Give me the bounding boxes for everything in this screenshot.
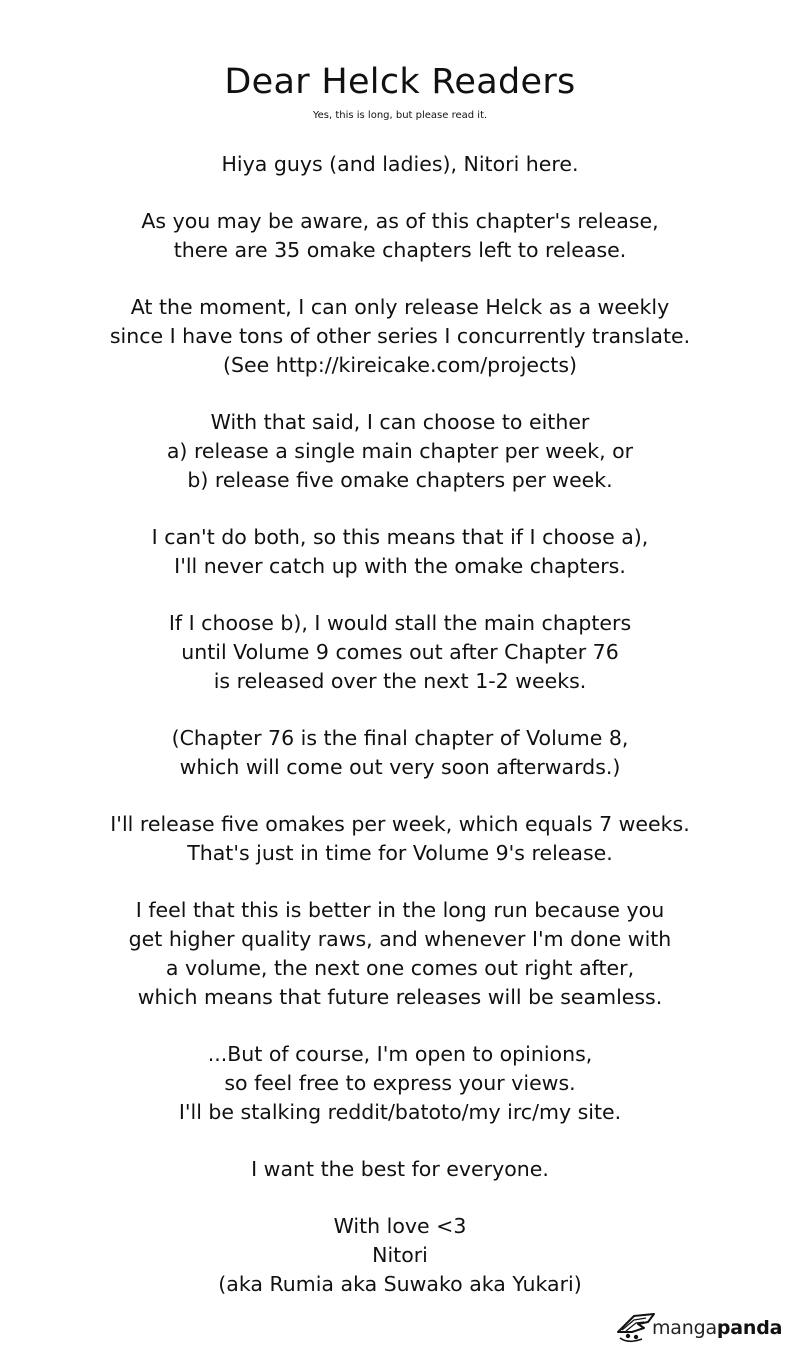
paragraph-best-wishes [0,1155,800,1184]
mangapanda-wordmark [652,1317,782,1339]
text-line: since I have tons of other series I concurrently translate. [109,324,691,348]
text-line: which means that future releases will be seamless. [137,985,663,1009]
text-line: so feel free to express your views. [224,1071,576,1095]
text-line: If I choose b), I would stall the main chapters [168,611,632,635]
text-line: get higher quality raws, and whenever I'm done with [128,927,672,951]
text-line: At the moment, I can only release Helck as a weekly [130,295,670,319]
paragraph-omake-status [0,207,800,265]
paragraph-chapter-76 [0,724,800,782]
text-line: I'll be stalking reddit/batoto/my irc/my site. [178,1100,622,1124]
paragraph-option-b [0,609,800,696]
text-line: With love <3 [333,1214,467,1238]
text-line: which will come out very soon afterwards.) [179,755,621,779]
text-line: I can't do both, so this means that if I choose a), [151,525,649,549]
wordmark-manga: manga [652,1317,717,1339]
paragraph-options [0,408,800,495]
text-line: a volume, the next one comes out right after, [165,956,635,980]
text-line: a) release a single main chapter per week, or [166,439,634,463]
page-title: Dear Helck Readers [224,62,576,102]
paragraph-option-a [0,523,800,581]
text-line: As you may be aware, as of this chapter's release, [141,209,659,233]
text-line: b) release five omake chapters per week. [187,468,613,492]
paragraph-decision [0,810,800,868]
text-line: (Chapter 76 is the final chapter of Volume 8, [171,726,629,750]
paragraph-greeting [0,150,800,179]
text-line: there are 35 omake chapters left to release. [173,238,627,262]
text-line: I feel that this is better in the long run because you [135,898,665,922]
text-line: is released over the next 1-2 weeks. [213,669,587,693]
wordmark-panda: panda [716,1317,783,1339]
text-line: until Volume 9 comes out after Chapter 76 [181,640,619,664]
text-line: I want the best for everyone. [251,1157,549,1181]
text-line: That's just in time for Volume 9's release. [187,841,613,865]
paragraph-signature [0,1212,800,1299]
mangapanda-watermark [614,1306,790,1346]
text-line: ...But of course, I'm open to opinions, [207,1042,593,1066]
text-line: (aka Rumia aka Suwako aka Yukari) [218,1272,582,1296]
page-subtitle: Yes, this is long, but please read it. [312,110,488,121]
text-line: (See http://kireicake.com/projects) [222,353,578,377]
paragraph-weekly-release [0,293,800,380]
text-line: Hiya guys (and ladies), Nitori here. [221,152,579,176]
text-line: With that said, I can choose to either [210,410,590,434]
paragraph-opinions [0,1040,800,1127]
text-line: I'll release five omakes per week, which equals 7 weeks. [110,812,690,836]
letter-body [0,150,800,1327]
text-line: Nitori [372,1243,428,1267]
paragraph-reasoning [0,896,800,1012]
text-line: I'll never catch up with the omake chapters. [174,554,626,578]
